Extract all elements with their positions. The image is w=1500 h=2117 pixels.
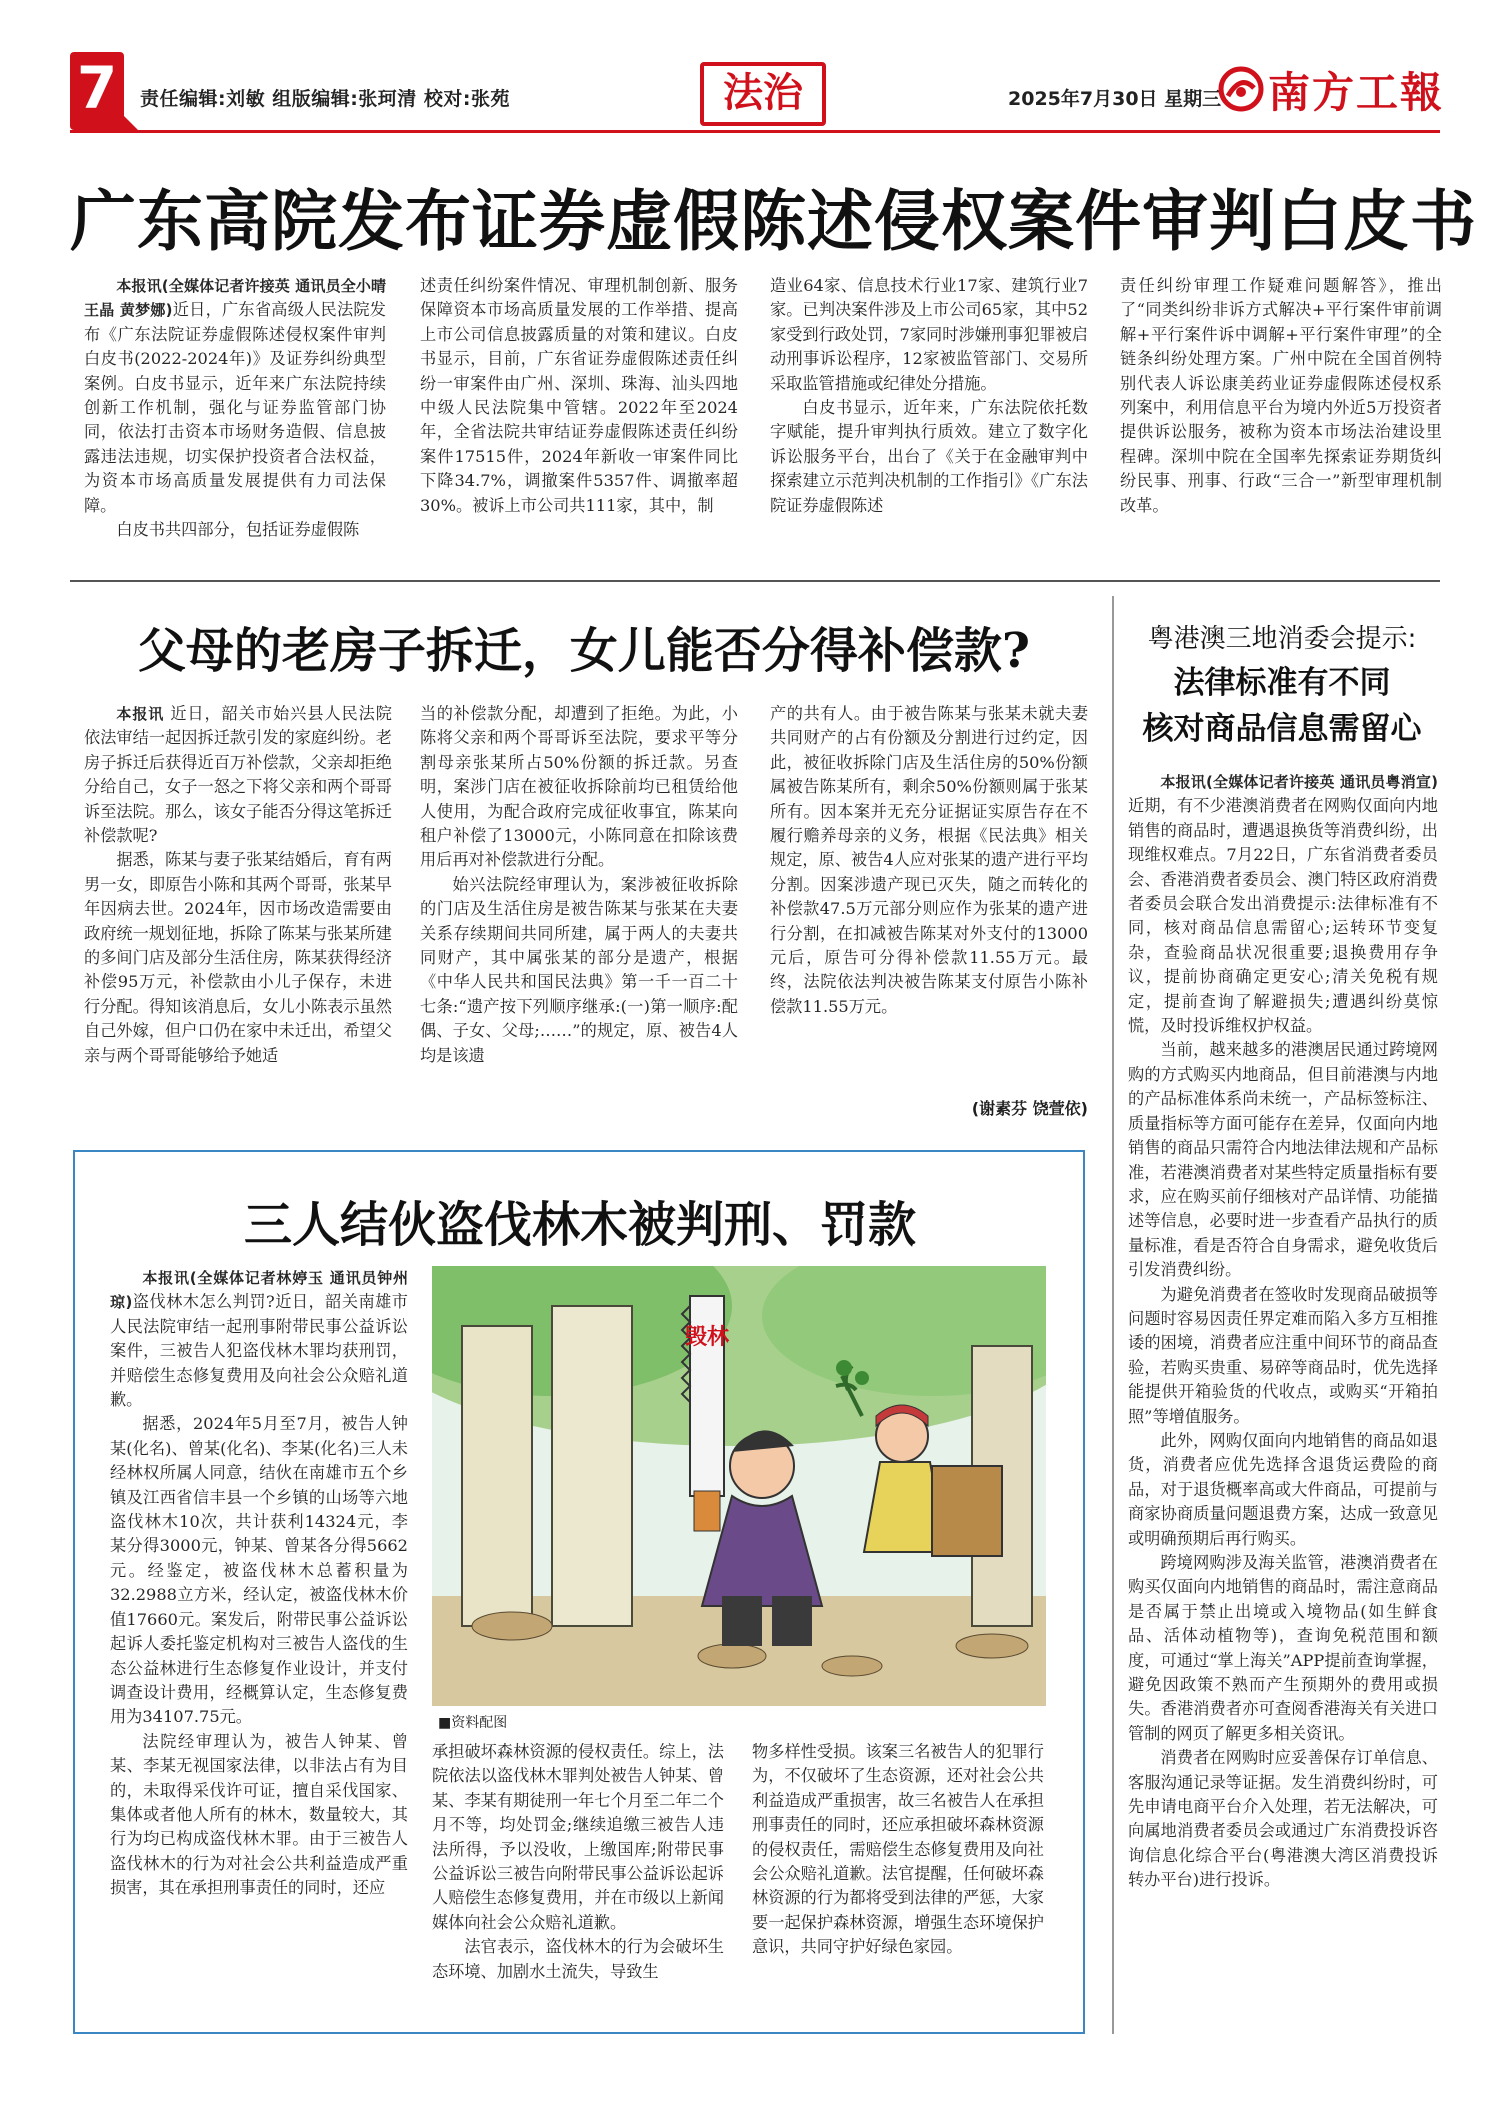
article3-text: 据悉，2024年5月至7月，被告人钟某(化名)、曾某(化名)、李某(化名)三人未经林权所属人同意，结伙在南雄市五个乡镇及江西省信丰县一个乡镇的山场等六地盗伐林木10次，共计获利14324元，李某分得3000元，钟某、曾某各分得5662元。经鉴定，被盗伐林木总蓄积量为32.2988立方米，经认定，被盗伐林木价值17660元。案发后，附带民事公益诉讼起诉人委托鉴定机构对三被告人盗伐的生态公益林进行生态修复作业设计，并支付调查设计费用，经概算认定，生态修复费用为34107.75元。 — [110, 1414, 408, 1727]
sidebar-byline: 本报讯(全媒体记者许接英 通讯员粤消宣) — [1160, 773, 1438, 791]
article1-text: 责任纠纷审理工作疑难问题解答》，推出了“同类纠纷非诉方式解决+平行案件审前调解+平行案件诉中调解+平行案件审理”的全链条纠纷处理方案。广州中院在全国首例特别代表人诉讼康美药业证券虚假陈述侵权系列案中，利用信息平台为境内外近5万投资者提供诉讼服务，被称为资本市场法治建设里程碑。深圳中院在全国率先探索证券期货纠纷民事、刑事、行政“三合一”新型审理机制改革。 — [1120, 276, 1442, 515]
article1-title: 广东高院发布证券虚假陈述侵权案件审判白皮书 — [70, 182, 1477, 260]
article2-text: 始兴法院经审理认为，案涉被征收拆除的门店及生活住房是被告陈某与张某在夫妻关系存续期间共同所建，属于两人的夫妻共同财产，其中属张某的部分是遗产，根据《中华人民共和国民法典》第一千一百二十七条:“遗产按下列顺序继承:(一)第一顺序:配偶、子女、父母;……”的规定，原、被告4人均是该遗 — [420, 874, 738, 1065]
article3-col3 — [752, 1740, 1044, 1960]
article3-text: 法院经审理认为，被告人钟某、曾某、李某无视国家法律，以非法占有为目的，未取得采伐许可证，擅自采伐国家、集体或者他人所有的林木，数量较大，其行为均已构成盗伐林木罪。由于三被告人盗伐林木的行为对社会公共利益造成严重损害，其在承担刑事责任的同时，还应 — [110, 1731, 408, 1898]
section-divider — [70, 580, 1440, 582]
sidebar-text: 近期，有不少港澳消费者在网购仅面向内地销售的商品时，遭遇退换货等消费纠纷，出现维权难点。7月22日，广东省消费者委员会、香港消费者委员会、澳门特区政府消费者委员会联合发出消费提示:法律标准有不同，核对商品信息需留心;运转环节变复杂，查验商品状况很重要;退换费用存争议，提前协商确定更安心;清关免税有规定，提前查询了解避损失;遭遇纠纷莫惊慌，及时投诉维权护权益。 — [1128, 796, 1438, 1036]
article1-text: 造业64家、信息技术行业17家、建筑行业7家。已判决案件涉及上市公司65家，其中52家受到行政处罚，7家同时涉嫌刑事犯罪被启动刑事诉讼程序，12家被监管部门、交易所采取监管措施或纪律处分措施。 — [770, 276, 1088, 393]
article2-text: 当的补偿款分配，却遭到了拒绝。为此，小陈将父亲和两个哥哥诉至法院，要求平等分割母亲张某所占50%份额的拆迁款。另查明，案涉门店在被征收拆除前均已租赁给他人使用，为配合政府完成征收事宜，陈某向租户补偿了13000元，小陈同意在扣除该费用后再对补偿款进行分配。 — [420, 704, 738, 870]
image-caption: ■资料配图 — [438, 1715, 508, 1731]
page-number: 7 — [70, 52, 124, 130]
issue-date: 2025年7月30日 星期三 — [1008, 88, 1222, 110]
article1-col1 — [84, 274, 386, 542]
article3-text: 承担破坏森林资源的侵权责任。综上，法院依法以盗伐林木罪判处被告人钟某、曾某、李某有期徒刑一年七个月至二年二个月不等，均处罚金;继续追缴三被告人违法所得，予以没收，上缴国库;附带民事公益诉讼三被告向附带民事公益诉讼起诉人赔偿生态修复费用，并在市级以上新闻媒体向社会公众赔礼道歉。 — [432, 1742, 724, 1932]
article1-col3 — [770, 274, 1088, 518]
article1-text: 白皮书显示，近年来，广东法院依托数字赋能，提升审判执行质效。建立了数字化诉讼服务平台，出台了《关于在金融审判中探索建立示范判决机制的工作指引》《广东法院证券虚假陈述 — [770, 398, 1088, 515]
section-label: 法治 — [700, 62, 826, 126]
article1-text: 白皮书共四部分，包括证券虚假陈 — [116, 520, 360, 540]
sidebar-text: 为避免消费者在签收时发现商品破损等问题时容易因责任界定难而陷入多方互相推诿的困境，消费者应注重中间环节的商品查验，若购买贵重、易碎等商品时，优先选择能提供开箱验货的代收点，或购买“开箱拍照”等增值服务。 — [1128, 1284, 1438, 1426]
newspaper-logo — [1218, 60, 1445, 120]
article3-col1 — [110, 1266, 408, 1901]
article2-author: (谢素芬 饶萱依) — [971, 1099, 1088, 1118]
sidebar-text: 消费者在网购时应妥善保存订单信息、客服沟通记录等证据。发生消费纠纷时，可先申请电商平台介入处理，若无法解决，可向属地消费者委员会或通过广东消费投诉咨询信息化综合平台(粤港澳大湾区消费投诉转办平台)进行投诉。 — [1128, 1748, 1438, 1890]
article2-text: 产的共有人。由于被告陈某与张某未就夫妻共同财产的占有份额及分割进行过约定，因此，被征收拆除门店及生活住房的50%份额属被告陈某所有，剩余50%份额则属于张某所有。因本案并无充分证据证实原告存在不履行赡养母亲的义务，根据《民法典》相关规定，原、被告4人应对张某的遗产进行平均分割。因案涉遗产现已灭失，随之而转化的补偿款47.5万元部分则应作为张某的遗产进行分割，在扣减被告陈某对外支付的13000元后，原告可分得补偿款11.55万元。最终，法院依法判决被告陈某支付原告小陈补偿款11.55万元。 — [770, 704, 1088, 1016]
article3-text: 法官表示，盗伐林木的行为会破坏生态环境、加剧水土流失，导致生 — [432, 1937, 724, 1981]
article3-illustration — [432, 1266, 1046, 1706]
article1-text: 述责任纠纷案件情况、审理机制创新、服务保障资本市场高质量发展的工作举措、提高上市公司信息披露质量的对策和建议。白皮书显示，目前，广东省证券虚假陈述责任纠纷一审案件由广州、深圳、珠海、汕头四地中级人民法院集中管辖。2022年至2024年，全省法院共审结证券虚假陈述责任纠纷案件17515件，2024年新收一审案件同比下降34.7%，调撤案件5357件、调撤率超30%。被诉上市公司共111家，其中，制 — [420, 276, 738, 515]
article2-text: 据悉，陈某与妻子张某结婚后，育有两男一女，即原告小陈和其两个哥哥，张某早年因病去世。2024年，因市场改造需要由政府统一规划征地，拆除了陈某与张某所建的多间门店及部分生活住房，陈某获得经济补偿95万元，补偿款由小儿子保存，未进行分配。得知该消息后，女儿小陈表示虽然自己外嫁，但户口仍在家中未迁出，希望父亲与两个哥哥能够给予她适 — [84, 850, 392, 1065]
article2-title: 父母的老房子拆迁，女儿能否分得补偿款? — [137, 623, 1031, 679]
sidebar-title-line2: 核对商品信息需留心 — [1142, 711, 1422, 747]
logo-mark-icon — [1218, 66, 1264, 112]
article3-title: 三人结伙盗伐林木被判刑、罚款 — [243, 1197, 916, 1253]
article3-byline: 本报讯(全媒体记者林婷玉 通讯员钟州琼) — [110, 1269, 408, 1312]
article2-col3 — [770, 702, 1088, 1019]
editors-credit: 责任编辑:刘敏 组版编辑:张珂清 校对:张苑 — [140, 88, 511, 110]
forest-cartoon-image — [432, 1266, 1046, 1706]
sidebar-text: 跨境网购涉及海关监管，港澳消费者在购买仅面向内地销售的商品时，需注意商品是否属于禁止出境或入境物品(如生鲜食品、活体动植物等)，查询免税范围和额度，可通过“掌上海关”APP提前查询掌握，避免因政策不熟而产生预期外的费用或损失。香港消费者亦可查阅香港海关有关进口管制的网页了解更多相关资讯。 — [1128, 1553, 1438, 1743]
sidebar-body — [1128, 770, 1438, 1893]
article2-byline: 本报讯 — [116, 705, 165, 723]
article1-col4 — [1120, 274, 1442, 518]
article3-text: 物多样性受损。该案三名被告人的犯罪行为，不仅破坏了生态资源，还对社会公共利益造成严重损害，故三名被告人在承担刑事责任的同时，还应承担破坏森林资源的侵权责任，需赔偿生态修复费用及向社会公众赔礼道歉。法官提醒，任何破坏森林资源的行为都将受到法律的严惩，大家要一起保护森林资源，增强生态环境保护意识，共同守护好绿色家园。 — [752, 1742, 1044, 1957]
sidebar-kicker: 粤港澳三地消委会提示: — [1147, 624, 1417, 654]
article3-col2 — [432, 1740, 724, 1984]
logo-text: 南方工報 — [1268, 68, 1445, 117]
article1-col2 — [420, 274, 738, 518]
article2-col2 — [420, 702, 738, 1068]
article1-text: 近日，广东省高级人民法院发布《广东法院证券虚假陈述侵权案件审判白皮书(2022-2024年)》及证券纠纷典型案例。白皮书显示，近年来广东法院持续创新工作机制，强化与证券监管部门协同，依法打击资本市场财务造假、信息披露违法违规，切实保护投资者合法权益，为资本市场高质量发展提供有力司法保障。 — [84, 300, 386, 515]
header-rule — [70, 130, 1440, 133]
saw-label: 毁林 — [684, 1324, 730, 1350]
sidebar-text: 此外，网购仅面向内地销售的商品如退货，消费者应优先选择含退货运费险的商品，对于退货概率高或大件商品，可提前与商家协商质量问题退费方案，达成一致意见或明确预期后再行购买。 — [1128, 1430, 1438, 1548]
column-divider — [1112, 596, 1114, 2034]
sidebar-text: 当前，越来越多的港澳居民通过跨境网购的方式购买内地商品，但目前港澳与内地的产品标准体系尚未统一，产品标签标注、质量指标等方面可能存在差异，仅面向内地销售的商品只需符合内地法律法规和产品标准，若港澳消费者对某些特定质量指标有要求，应在购买前仔细核对产品详情、功能描述等信息，必要时进一步查看产品执行的质量标准，看是否符合自身需求，避免收货后引发消费纠纷。 — [1128, 1040, 1438, 1280]
sidebar-title-line1: 法律标准有不同 — [1173, 665, 1391, 701]
article2-text: 近日，韶关市始兴县人民法院依法审结一起因拆迁款引发的家庭纠纷。老房子拆迁后获得近百万补偿款，父亲却拒绝分给自己，女子一怒之下将父亲和两个哥哥诉至法院。那么，该女子能否分得这笔拆迁补偿款呢? — [84, 704, 392, 846]
article2-col1 — [84, 702, 392, 1068]
article3-text: 盗伐林木怎么判罚?近日，韶关南雄市人民法院审结一起刑事附带民事公益诉讼案件，三被告人犯盗伐林木罪均获刑罚，并赔偿生态修复费用及向社会公众赔礼道歉。 — [110, 1292, 408, 1410]
article1-byline: 本报讯(全媒体记者许接英 通讯员全小晴 王晶 黄梦娜) — [84, 277, 386, 320]
